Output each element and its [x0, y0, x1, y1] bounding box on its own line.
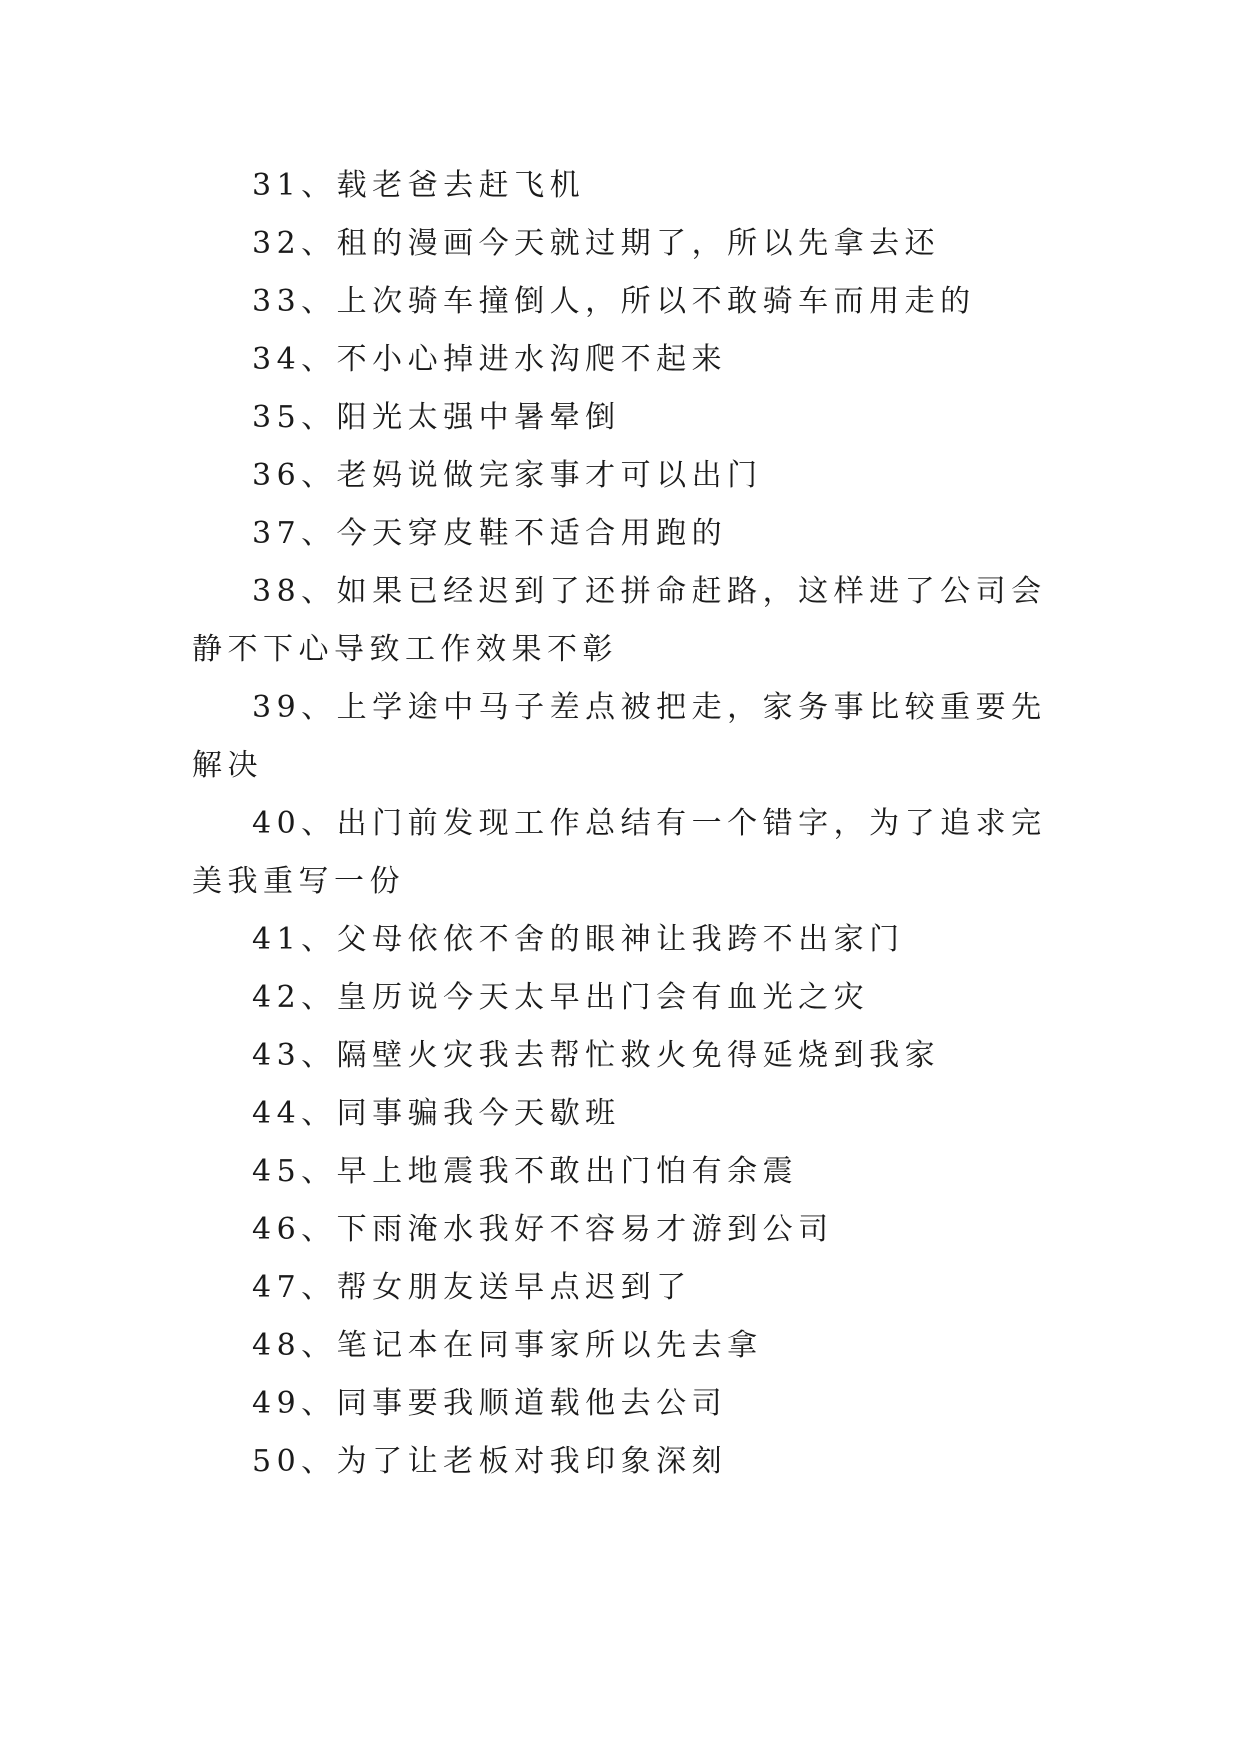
list-item: 33、上次骑车撞倒人，所以不敢骑车而用走的 — [252, 284, 976, 319]
list-item: 47、帮女朋友送早点迟到了 — [252, 1270, 692, 1305]
list-item: 44、同事骗我今天歇班 — [252, 1096, 621, 1131]
list-item: 43、隔壁火灾我去帮忙救火免得延烧到我家 — [252, 1038, 941, 1073]
list-item: 35、阳光太强中暑晕倒 — [252, 400, 621, 435]
list-item: 49、同事要我顺道载他去公司 — [252, 1386, 728, 1421]
list-item: 41、父母依依不舍的眼神让我跨不出家门 — [252, 922, 905, 957]
list-item: 38、如果已经迟到了还拼命赶路，这样进了公司会静不下心导致工作效果不彰 — [192, 574, 1047, 667]
list-item: 32、租的漫画今天就过期了，所以先拿去还 — [252, 226, 941, 261]
list-item: 40、出门前发现工作总结有一个错字，为了追求完美我重写一份 — [192, 806, 1047, 899]
list-item: 34、不小心掉进水沟爬不起来 — [252, 342, 728, 377]
list-item: 46、下雨淹水我好不容易才游到公司 — [252, 1212, 834, 1247]
list-item: 50、为了让老板对我印象深刻 — [252, 1444, 728, 1479]
excuse-list — [192, 157, 1060, 1491]
list-item: 45、早上地震我不敢出门怕有余震 — [252, 1154, 799, 1189]
list-item: 36、老妈说做完家事才可以出门 — [252, 458, 763, 493]
list-item: 39、上学途中马子差点被把走，家务事比较重要先解决 — [192, 690, 1047, 783]
list-item: 31、载老爸去赶飞机 — [252, 168, 586, 203]
list-item: 48、笔记本在同事家所以先去拿 — [252, 1328, 763, 1363]
list-item: 42、皇历说今天太早出门会有血光之灾 — [252, 980, 870, 1015]
list-item: 37、今天穿皮鞋不适合用跑的 — [252, 516, 728, 551]
